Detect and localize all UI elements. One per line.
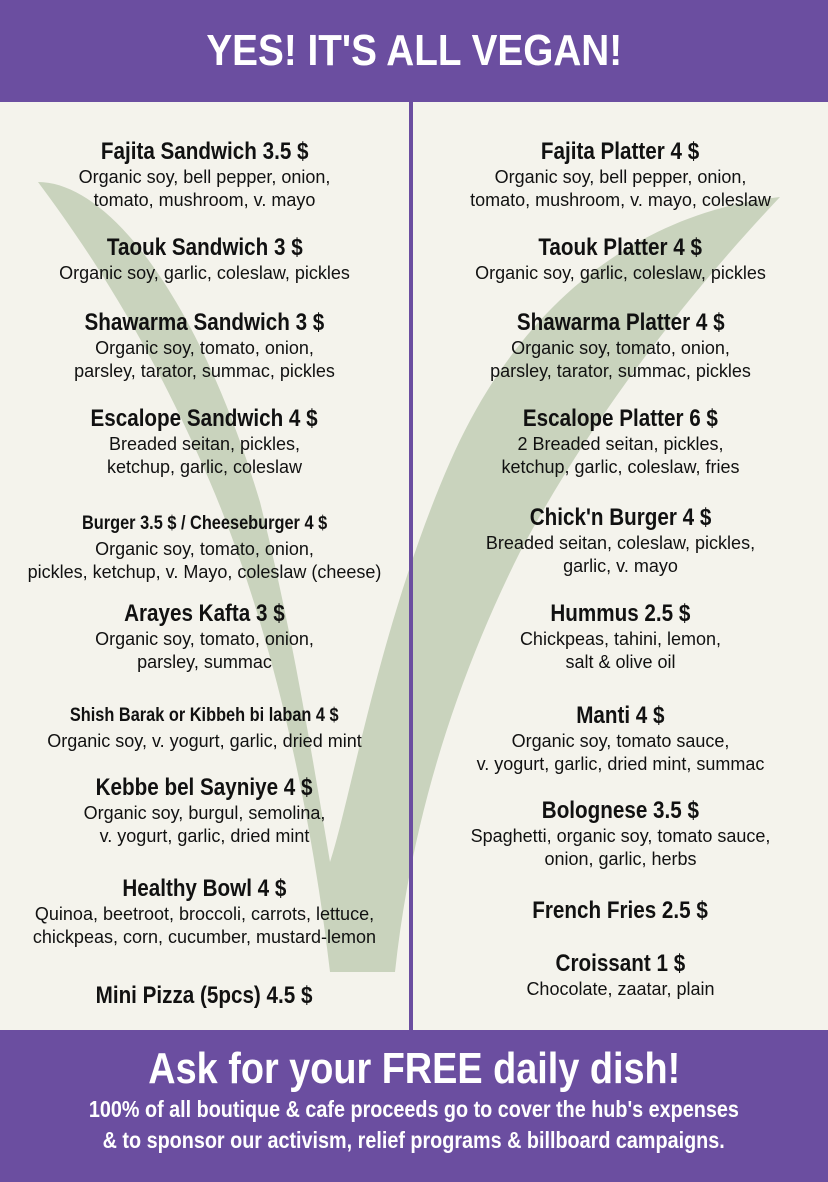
menu-item-title: Shish Barak or Kibbeh bi laban 4 $	[70, 705, 339, 726]
menu-item-title: Burger 3.5 $ / Cheeseburger 4 $	[81, 513, 328, 534]
menu-item-title: Chick'n Burger 4 $	[529, 504, 712, 531]
menu-item-title: Hummus 2.5 $	[550, 600, 691, 627]
menu-item-description: parsley, tarator, summac, pickles	[74, 361, 335, 381]
menu-item-title: Bolognese 3.5 $	[541, 797, 700, 824]
menu-item	[413, 702, 828, 776]
menu-item	[0, 510, 409, 584]
menu-item-description: ketchup, garlic, coleslaw	[106, 457, 303, 477]
menu-item	[413, 797, 828, 871]
menu-item-description: Spaghetti, organic soy, tomato sauce,	[470, 826, 771, 846]
menu-item-description: v. yogurt, garlic, dried mint, summac	[476, 754, 765, 774]
menu-item-title: Arayes Kafta 3 $	[124, 600, 285, 627]
menu-footer	[0, 1030, 828, 1182]
menu-item	[413, 897, 828, 925]
menu-item	[0, 702, 409, 753]
menu-item	[0, 875, 409, 949]
menu-item-description: tomato, mushroom, v. mayo, coleslaw	[470, 190, 771, 210]
menu-item	[413, 950, 828, 1001]
menu-item-title: Taouk Sandwich 3 $	[106, 234, 303, 261]
menu-item-description: tomato, mushroom, v. mayo	[93, 190, 316, 210]
menu-item-description: v. yogurt, garlic, dried mint	[99, 826, 310, 846]
menu-item-description: Organic soy, tomato, onion,	[95, 338, 314, 358]
menu-item	[413, 405, 828, 479]
menu-item-description: Breaded seitan, coleslaw, pickles,	[485, 533, 756, 553]
menu-item-description: Organic soy, burgul, semolina,	[83, 803, 326, 823]
menu-header	[0, 0, 828, 102]
menu-item-title: Shawarma Sandwich 3 $	[84, 309, 325, 336]
menu-item	[0, 309, 409, 383]
menu-item-description: Chocolate, zaatar, plain	[526, 979, 715, 999]
menu-item	[413, 234, 828, 285]
menu-item	[0, 138, 409, 212]
menu-item	[0, 982, 409, 1010]
menu-item-title: Fajita Platter 4 $	[541, 138, 700, 165]
menu-item-description: Organic soy, garlic, coleslaw, pickles	[475, 263, 766, 283]
menu-item-description: Organic soy, bell pepper, onion,	[78, 167, 331, 187]
menu-item-description: garlic, v. mayo	[563, 556, 678, 576]
menu-item	[0, 234, 409, 285]
menu-item-description: Organic soy, tomato sauce,	[511, 731, 730, 751]
proceeds-note-line-1: 100% of all boutique & cafe proceeds go to cover the hub's expenses	[89, 1096, 739, 1122]
menu-item-description: Organic soy, garlic, coleslaw, pickles	[59, 263, 350, 283]
menu-item	[413, 138, 828, 212]
menu-item-description: ketchup, garlic, coleslaw, fries	[501, 457, 740, 477]
menu-item-description: Organic soy, tomato, onion,	[95, 629, 314, 649]
menu-item-description: chickpeas, corn, cucumber, mustard-lemon	[32, 927, 377, 947]
menu-item	[413, 504, 828, 578]
menu-item-title: Escalope Sandwich 4 $	[90, 405, 319, 432]
menu-item-title: Manti 4 $	[576, 702, 665, 729]
menu-item-title: Shawarma Platter 4 $	[516, 309, 725, 336]
page-title: YES! IT'S ALL VEGAN!	[206, 26, 622, 75]
menu-item	[0, 405, 409, 479]
menu-item	[413, 600, 828, 674]
menu-item	[0, 774, 409, 848]
menu-item	[413, 309, 828, 383]
menu-item-title: Fajita Sandwich 3.5 $	[100, 138, 309, 165]
menu-item-description: Breaded seitan, pickles,	[108, 434, 301, 454]
free-dish-banner: Ask for your FREE daily dish!	[148, 1044, 680, 1093]
menu-item-title: Healthy Bowl 4 $	[122, 875, 287, 902]
menu-item-title: Mini Pizza (5pcs) 4.5 $	[96, 982, 313, 1009]
menu-item-title: Croissant 1 $	[555, 950, 686, 977]
menu-item-description: parsley, summac	[137, 652, 272, 672]
menu-item-title: Kebbe bel Sayniye 4 $	[96, 774, 313, 801]
menu-item-title: Escalope Platter 6 $	[522, 405, 719, 432]
menu-item-description: Chickpeas, tahini, lemon,	[519, 629, 722, 649]
menu-item-description: salt & olive oil	[565, 652, 676, 672]
menu-item-description: parsley, tarator, summac, pickles	[490, 361, 751, 381]
menu-item-description: onion, garlic, herbs	[544, 849, 697, 869]
menu-item-title: French Fries 2.5 $	[532, 897, 709, 924]
menu-item-description: pickles, ketchup, v. Mayo, coleslaw (cheese)	[27, 562, 382, 582]
proceeds-note-line-2: & to sponsor our activism, relief programs & billboard campaigns.	[102, 1127, 726, 1153]
menu-item	[0, 600, 409, 674]
menu-item-description: Quinoa, beetroot, broccoli, carrots, lettuce,	[34, 904, 375, 924]
menu-body	[0, 102, 828, 1030]
menu-item-description: Organic soy, tomato, onion,	[95, 539, 314, 559]
menu-item-description: Organic soy, v. yogurt, garlic, dried mint	[47, 731, 362, 751]
menu-item-description: Organic soy, bell pepper, onion,	[494, 167, 747, 187]
menu-item-title: Taouk Platter 4 $	[538, 234, 703, 261]
menu-item-description: Organic soy, tomato, onion,	[511, 338, 730, 358]
menu-item-description: 2 Breaded seitan, pickles,	[517, 434, 724, 454]
